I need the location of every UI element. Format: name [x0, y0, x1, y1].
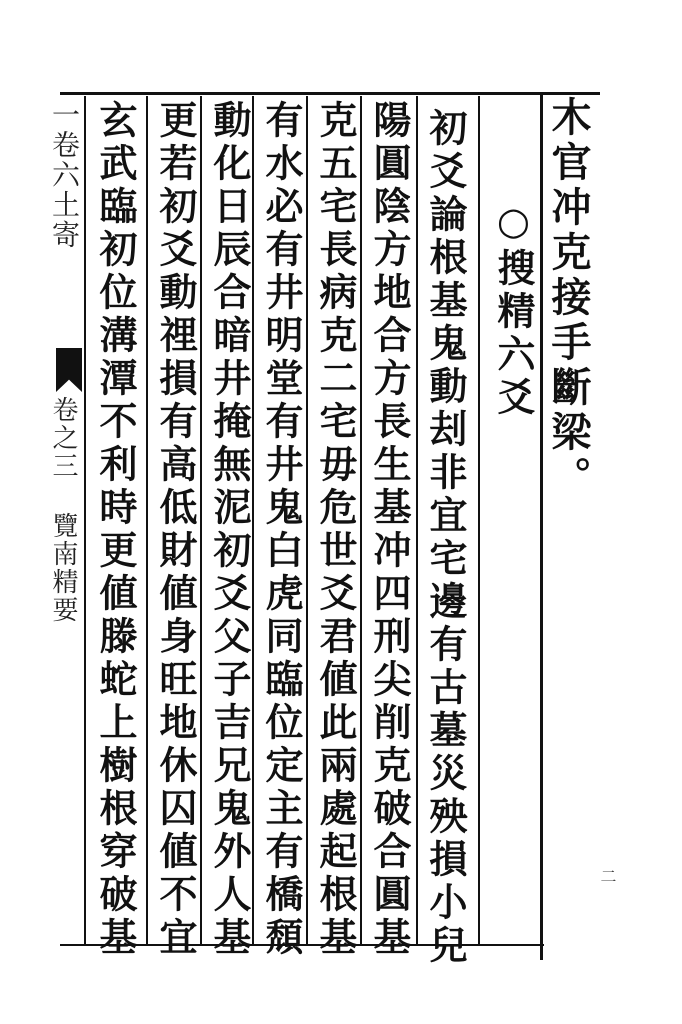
margin-bottom-text: 卷之三 覽南精要: [48, 396, 78, 624]
fish-tail-mark: [56, 348, 82, 392]
column-divider: [84, 96, 86, 946]
column-divider: [360, 96, 362, 946]
text-column-5: 有水必有井明堂有井鬼白虎同臨位定主有橋頹: [259, 100, 304, 960]
text-column-8: 玄武臨初位溝潭不利時更値滕蛇上樹根穿破基: [93, 100, 138, 960]
right-border: [540, 92, 543, 960]
top-border: [60, 92, 600, 95]
margin-top-text: 一卷六土寄: [48, 100, 81, 250]
text-column-4: 克五宅長病克二宅毋危世爻君値此兩處起根基: [313, 100, 358, 960]
column-divider: [306, 96, 308, 946]
column-divider: [416, 96, 418, 946]
text-column-3: 陽圓陰方地合方長生基冲四刑尖削克破合圓基: [367, 100, 412, 960]
page-number: 二: [598, 868, 617, 884]
text-column-6: 動化日辰合暗井掩無泥初爻父子吉兄鬼外人基: [207, 100, 252, 960]
column-divider: [478, 96, 480, 946]
column-divider: [200, 96, 202, 946]
column-divider: [252, 96, 254, 946]
column-divider: [146, 96, 148, 946]
chapter-title: 木官冲克接手斷梁。: [545, 96, 592, 501]
text-column-7: 更若初爻動𥚃損有高低財値身旺地休囚値不宜: [153, 100, 198, 960]
text-column-2: 初爻論根基鬼動刦非宜宅邊有古墓災殃損小兒: [423, 108, 468, 968]
text-column-1: ○搜精六爻: [491, 198, 536, 420]
